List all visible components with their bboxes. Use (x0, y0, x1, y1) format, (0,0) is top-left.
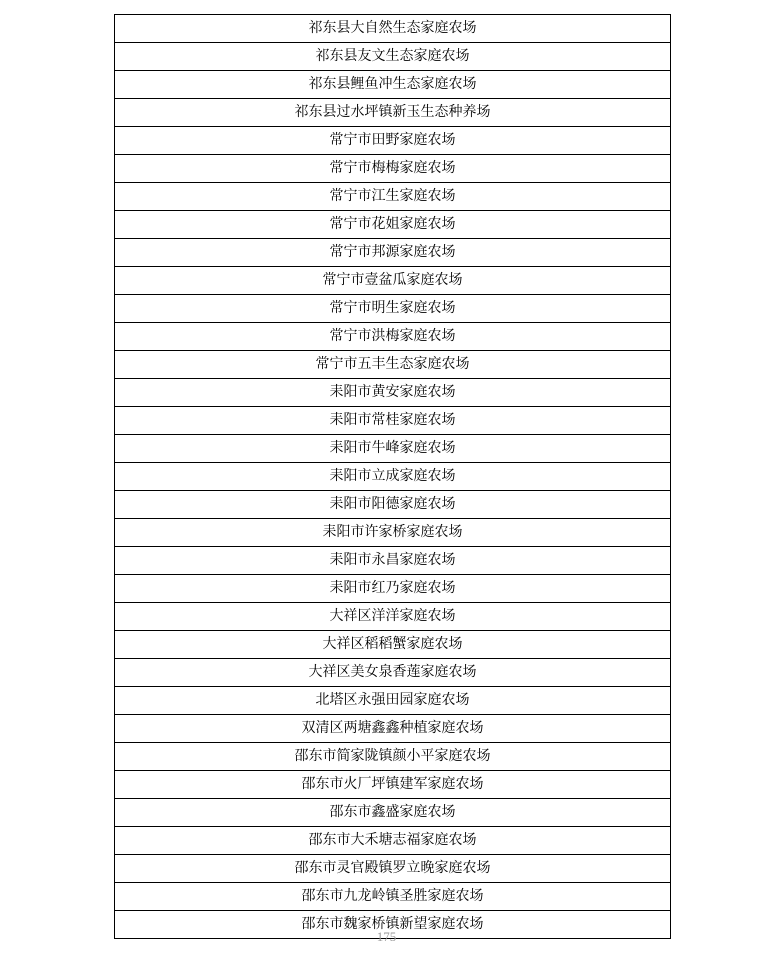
farm-name-cell: 祁东县鲤鱼冲生态家庭农场 (115, 71, 671, 99)
farm-list-body (115, 15, 671, 939)
table-row (115, 295, 671, 323)
table-row (115, 71, 671, 99)
table-row (115, 687, 671, 715)
table-row (115, 575, 671, 603)
table-row (115, 519, 671, 547)
farm-name-cell: 耒阳市黄安家庭农场 (115, 379, 671, 407)
farm-name-cell: 耒阳市立成家庭农场 (115, 463, 671, 491)
table-row (115, 407, 671, 435)
farm-name-cell: 耒阳市常桂家庭农场 (115, 407, 671, 435)
farm-name-cell: 耒阳市红乃家庭农场 (115, 575, 671, 603)
farm-name-cell: 耒阳市牛峰家庭农场 (115, 435, 671, 463)
farm-name-cell: 邵东市九龙岭镇圣胜家庭农场 (115, 883, 671, 911)
table-row (115, 379, 671, 407)
farm-name-cell: 祁东县大自然生态家庭农场 (115, 15, 671, 43)
farm-name-cell: 邵东市大禾塘志福家庭农场 (115, 827, 671, 855)
table-row (115, 435, 671, 463)
table-row (115, 603, 671, 631)
farm-name-cell: 邵东市简家陇镇颜小平家庭农场 (115, 743, 671, 771)
table-row (115, 799, 671, 827)
farm-name-cell: 常宁市明生家庭农场 (115, 295, 671, 323)
farm-name-cell: 常宁市花姐家庭农场 (115, 211, 671, 239)
table-row (115, 491, 671, 519)
table-row (115, 715, 671, 743)
table-row (115, 827, 671, 855)
farm-name-cell: 常宁市洪梅家庭农场 (115, 323, 671, 351)
table-row (115, 183, 671, 211)
farm-name-cell: 耒阳市许家桥家庭农场 (115, 519, 671, 547)
table-row (115, 743, 671, 771)
farm-name-cell: 双清区两塘鑫鑫种植家庭农场 (115, 715, 671, 743)
farm-name-cell: 邵东市魏家桥镇新望家庭农场 (115, 911, 671, 939)
table-row (115, 855, 671, 883)
table-row (115, 631, 671, 659)
farm-name-cell: 耒阳市阳德家庭农场 (115, 491, 671, 519)
table-row (115, 463, 671, 491)
table-row (115, 99, 671, 127)
farm-name-cell: 大祥区美女泉香莲家庭农场 (115, 659, 671, 687)
table-row (115, 43, 671, 71)
farm-name-cell: 祁东县过水坪镇新玉生态种养场 (115, 99, 671, 127)
table-row (115, 127, 671, 155)
table-row (115, 659, 671, 687)
farm-name-cell: 常宁市梅梅家庭农场 (115, 155, 671, 183)
page-number: 175 (376, 929, 397, 944)
table-row (115, 267, 671, 295)
farm-name-cell: 邵东市灵官殿镇罗立晚家庭农场 (115, 855, 671, 883)
table-row (115, 883, 671, 911)
farm-name-cell: 邵东市火厂坪镇建军家庭农场 (115, 771, 671, 799)
table-row (115, 351, 671, 379)
farm-name-cell: 常宁市壹盆瓜家庭农场 (115, 267, 671, 295)
farm-list-table (114, 14, 671, 939)
farm-name-cell: 常宁市邦源家庭农场 (115, 239, 671, 267)
table-row (115, 15, 671, 43)
farm-name-cell: 大祥区洋洋家庭农场 (115, 603, 671, 631)
farm-name-cell: 常宁市田野家庭农场 (115, 127, 671, 155)
table-row (115, 239, 671, 267)
farm-name-cell: 祁东县友文生态家庭农场 (115, 43, 671, 71)
farm-name-cell: 常宁市五丰生态家庭农场 (115, 351, 671, 379)
table-row (115, 547, 671, 575)
farm-name-cell: 北塔区永强田园家庭农场 (115, 687, 671, 715)
farm-name-cell: 大祥区稻稻蟹家庭农场 (115, 631, 671, 659)
farm-name-cell: 耒阳市永昌家庭农场 (115, 547, 671, 575)
table-row (115, 211, 671, 239)
farm-name-cell: 邵东市鑫盛家庭农场 (115, 799, 671, 827)
farm-name-cell: 常宁市江生家庭农场 (115, 183, 671, 211)
table-row (115, 155, 671, 183)
table-row (115, 771, 671, 799)
table-row (115, 323, 671, 351)
